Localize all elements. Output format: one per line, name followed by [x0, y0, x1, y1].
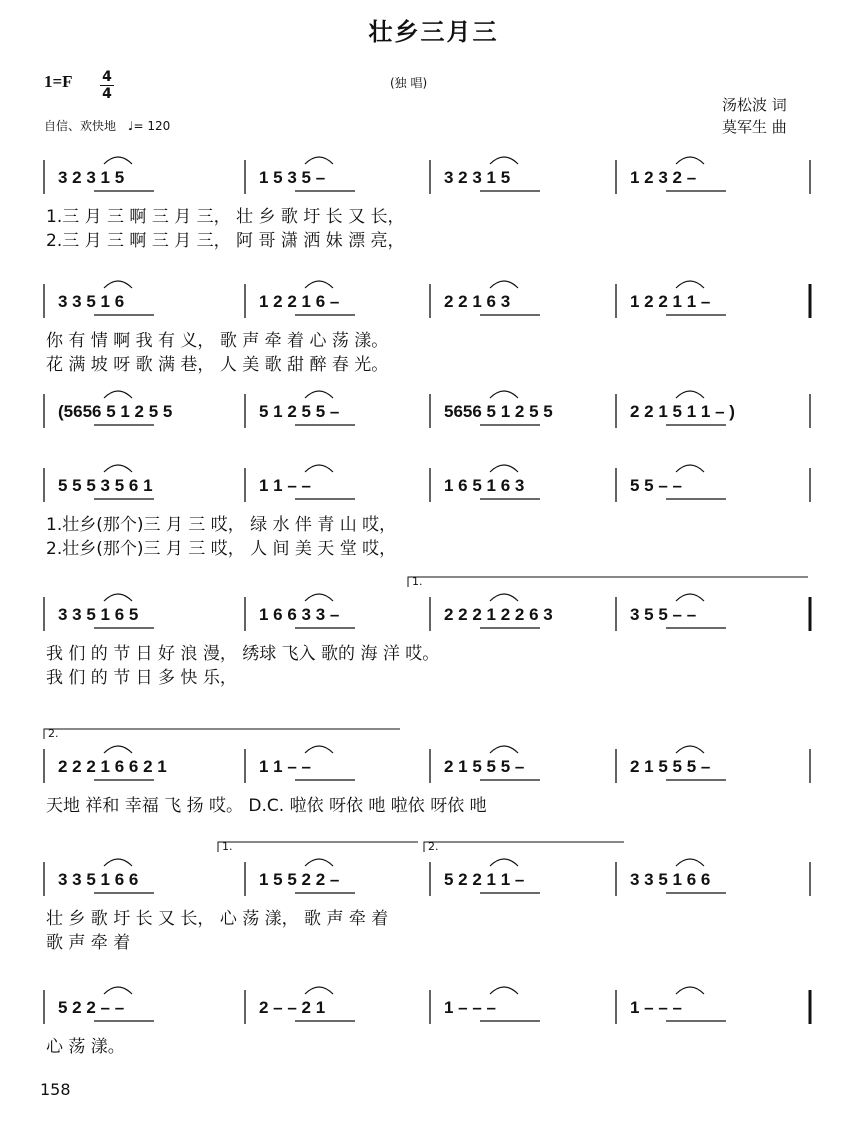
slur-mark [104, 465, 132, 472]
slur-mark [305, 391, 333, 398]
key-signature: 1=F [44, 72, 73, 91]
lyric-line: 花 满 坡 呀 歌 满 巷， 人 美 歌 甜 醉 春 光。 [46, 355, 389, 375]
volta-bracket [408, 577, 808, 587]
measure-notes: 2 – – 2 1 [259, 998, 326, 1017]
measure-notes: 1 5 3 5 – [259, 168, 326, 187]
slur-mark [490, 859, 518, 866]
volta-number: 2. [48, 727, 59, 740]
slur-mark [676, 465, 704, 472]
measure-notes: 2 2 1 5 1 1 – ) [630, 402, 735, 421]
slur-mark [676, 594, 704, 601]
measure-notes: 5 2 2 1 1 – [444, 870, 525, 889]
measure-notes: 2 1 5 5 5 – [630, 757, 711, 776]
measure-notes: 5 5 5 3 5 6 1 [58, 476, 153, 495]
measure-notes: 3 5 5 – – [630, 605, 697, 624]
lyricist-credit: 汤松波 词 [722, 96, 787, 114]
measure-notes: 5 2 2 – – [58, 998, 125, 1017]
measure-notes: 5 5 – – [630, 476, 682, 495]
slur-mark [676, 746, 704, 753]
slur-mark [676, 987, 704, 994]
slur-mark [676, 391, 704, 398]
volta-bracket [424, 842, 624, 852]
measure-notes: 1 2 2 1 1 – [630, 292, 711, 311]
tempo-text: 自信、欢快地 [44, 119, 117, 133]
volta-bracket [218, 842, 418, 852]
song-title: 壮乡三月三 [368, 18, 499, 46]
volta-number: 2. [428, 840, 439, 853]
measure-notes: 1 6 5 1 6 3 [444, 476, 525, 495]
measure-notes: 1 2 2 1 6 – [259, 292, 340, 311]
measure-notes: 3 3 5 1 6 [58, 292, 125, 311]
lyric-line: 我 们 的 节 日 多 快 乐， [46, 668, 237, 688]
slur-mark [305, 465, 333, 472]
slur-mark [104, 594, 132, 601]
slur-mark [104, 281, 132, 288]
slur-mark [490, 391, 518, 398]
slur-mark [676, 157, 704, 164]
measure-notes: 1 6 6 3 3 – [259, 605, 340, 624]
lyric-line: 壮 乡 歌 圩 长 又 长， 心 荡 漾， 歌 声 牵 着 [46, 909, 389, 929]
slur-mark [305, 859, 333, 866]
measure-notes: 2 2 1 6 3 [444, 292, 511, 311]
slur-mark [104, 746, 132, 753]
measure-notes: 5 1 2 5 5 – [259, 402, 340, 421]
slur-mark [104, 859, 132, 866]
measure-notes: 3 3 5 1 6 6 [630, 870, 711, 889]
measure-notes: 2 2 2 1 2 2 6 3 [444, 605, 553, 624]
slur-mark [104, 987, 132, 994]
measure-notes: 3 2 3 1 5 [58, 168, 125, 187]
slur-mark [305, 594, 333, 601]
time-signature-top: 4 [102, 69, 112, 85]
slur-mark [490, 987, 518, 994]
measure-notes: 1 – – – [444, 998, 496, 1017]
lyric-line: 1.壮乡(那个)三 月 三 哎， 绿 水 伴 青 山 哎， [46, 515, 397, 535]
measure-notes: 1 – – – [630, 998, 682, 1017]
slur-mark [676, 281, 704, 288]
slur-mark [305, 746, 333, 753]
measure-notes: 3 2 3 1 5 [444, 168, 511, 187]
lyric-line: 心 荡 漾。 [46, 1037, 125, 1057]
measure-notes: 3 3 5 1 6 6 [58, 870, 139, 889]
measure-notes: 1 1 – – [259, 476, 311, 495]
measure-notes: 1 2 3 2 – [630, 168, 697, 187]
slur-mark [305, 281, 333, 288]
slur-mark [490, 465, 518, 472]
performance-style: (独 唱) [390, 76, 428, 90]
measure-notes: 1 5 5 2 2 – [259, 870, 340, 889]
measure-notes: 2 1 5 5 5 – [444, 757, 525, 776]
page-number: 158 [40, 1080, 71, 1099]
volta-number: 1. [222, 840, 233, 853]
volta-bracket [44, 729, 400, 739]
slur-mark [490, 594, 518, 601]
lyric-line: 天地 祥和 幸福 飞 扬 哎。 D.C. 啦依 呀依 吔 啦依 呀依 吔 [46, 796, 487, 816]
measure-notes: 2 2 2 1 6 6 2 1 [58, 757, 167, 776]
slur-mark [104, 157, 132, 164]
slur-mark [490, 746, 518, 753]
volta-number: 1. [412, 575, 423, 588]
measure-notes: 5656 5 1 2 5 5 [444, 402, 553, 421]
slur-mark [490, 281, 518, 288]
measure-notes: 1 1 – – [259, 757, 311, 776]
slur-mark [676, 859, 704, 866]
lyric-line: 2.三 月 三 啊 三 月 三， 阿 哥 潇 洒 妹 漂 亮， [46, 231, 405, 251]
slur-mark [305, 987, 333, 994]
lyric-line: 1.三 月 三 啊 三 月 三， 壮 乡 歌 圩 长 又 长， [46, 207, 405, 227]
slur-mark [305, 157, 333, 164]
time-signature-bottom: 4 [102, 86, 112, 102]
lyric-line: 你 有 情 啊 我 有 义， 歌 声 牵 着 心 荡 漾。 [46, 331, 389, 351]
slur-mark [104, 391, 132, 398]
slur-mark [490, 157, 518, 164]
measure-notes: (5656 5 1 2 5 5 [58, 402, 173, 421]
lyric-line: 我 们 的 节 日 好 浪 漫， 绣球 飞入 歌的 海 洋 哎。 [46, 644, 440, 664]
lyric-line: 歌 声 牵 着 [46, 933, 131, 953]
composer-credit: 莫军生 曲 [722, 118, 787, 136]
measure-notes: 3 3 5 1 6 5 [58, 605, 139, 624]
lyric-line: 2.壮乡(那个)三 月 三 哎， 人 间 美 天 堂 哎， [46, 539, 397, 559]
tempo-value: ♩= 120 [127, 119, 171, 133]
